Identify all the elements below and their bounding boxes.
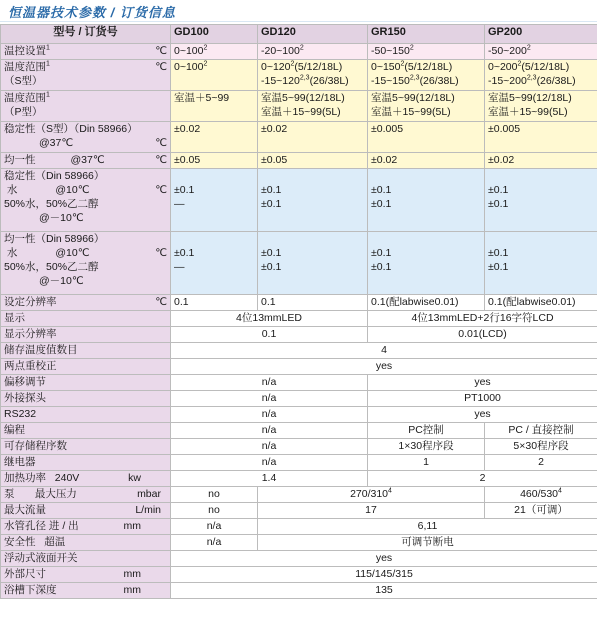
cell: $0\sim 200^2(5/12/18L)$ -15~200$^{2,3}$(26/38L) xyxy=(485,60,597,91)
cell: 0.01(LCD) xyxy=(368,327,597,343)
page-title: 恒温器技术参数 / 订货信息 xyxy=(8,5,176,20)
cell: 1 xyxy=(368,455,485,471)
cell: ±0.005 xyxy=(485,122,597,153)
cell: yes xyxy=(171,551,597,567)
cell: 0.1 xyxy=(171,295,258,311)
cell: n/a xyxy=(171,455,368,471)
cell: 5×30程序段 xyxy=(485,439,597,455)
row-storage xyxy=(1,343,597,359)
row-depth xyxy=(1,583,597,599)
cell: ±0.02 xyxy=(368,153,485,169)
row-label: 温控设置$^1$ ℃ xyxy=(1,44,171,60)
cell: ±0.1 — xyxy=(171,169,258,232)
cell: ±0.05 xyxy=(258,153,368,169)
cell: 可调节断电 xyxy=(258,535,597,551)
cell: $-20\sim 100^2$ xyxy=(258,44,368,60)
row-pump xyxy=(1,487,597,503)
title-divider xyxy=(0,21,597,22)
cell: 6,11 xyxy=(258,519,597,535)
row-label: 两点重校正 xyxy=(1,359,171,375)
row-label: 水管孔径 进 / 出 mm xyxy=(1,519,171,535)
cell: ±0.1 ±0.1 xyxy=(368,169,485,232)
cell: 0.1(配labwise0.01) xyxy=(368,295,485,311)
row-dims xyxy=(1,567,597,583)
cell: 4位13mmLED xyxy=(171,311,368,327)
header-model-gp200: GP200 xyxy=(485,25,597,44)
row-offset xyxy=(1,375,597,391)
row-label: 浮动式液面开关 xyxy=(1,551,171,567)
row-rs232 xyxy=(1,407,597,423)
spec-table xyxy=(0,24,597,599)
cell: 0.1 xyxy=(171,327,368,343)
cell: ±0.1 ±0.1 xyxy=(485,169,597,232)
cell: ±0.1 — xyxy=(171,232,258,295)
cell: n/a xyxy=(171,423,368,439)
row-label: 均一性（Din 58966） 水 @10℃ ℃ 50%水，50%乙二醇 @－10℃ xyxy=(1,232,171,295)
row-range-s xyxy=(1,60,597,91)
cell: $0\sim 150^2(5/12/18L)$ -15~150$^{2,3}$(26/38L) xyxy=(368,60,485,91)
row-label: 继电器 xyxy=(1,455,171,471)
cell: ±0.02 xyxy=(485,153,597,169)
row-set-temp xyxy=(1,44,597,60)
row-label: 外部尺寸 mm xyxy=(1,567,171,583)
row-label: 温度范围$^1$ （P型） xyxy=(1,91,171,122)
row-prog-count xyxy=(1,439,597,455)
cell: no xyxy=(171,487,258,503)
cell: ±0.1 ±0.1 xyxy=(485,232,597,295)
cell: $-50\sim 150^2$ xyxy=(368,44,485,60)
row-range-p xyxy=(1,91,597,122)
cell: $0\sim 120^2(5/12/18L)$ -15~120$^{2,3}$(26/38L) xyxy=(258,60,368,91)
cell: 4 xyxy=(171,343,597,359)
cell: PC控制 xyxy=(368,423,485,439)
header-model-gd100: GD100 xyxy=(171,25,258,44)
cell: $0\sim 100^2$ xyxy=(171,60,258,91)
row-label: 温度范围$^1$ ℃ （S型） xyxy=(1,60,171,91)
cell: $460/530^4$ xyxy=(485,487,597,503)
row-label: 显示 xyxy=(1,311,171,327)
row-flow xyxy=(1,503,597,519)
cell: 室温5~99(12/18L) 室温＋15~99(5L) xyxy=(485,91,597,122)
cell: n/a xyxy=(171,391,368,407)
row-stability-din xyxy=(1,169,597,232)
cell: 1×30程序段 xyxy=(368,439,485,455)
row-label: 最大流量 L/min xyxy=(1,503,171,519)
cell: 0.1 xyxy=(258,295,368,311)
row-heat xyxy=(1,471,597,487)
cell: no xyxy=(171,503,258,519)
row-program xyxy=(1,423,597,439)
cell: 1.4 xyxy=(171,471,368,487)
row-two-point xyxy=(1,359,597,375)
cell: ±0.1 ±0.1 xyxy=(258,169,368,232)
cell: ±0.1 ±0.1 xyxy=(368,232,485,295)
row-label: 稳定性（Din 58966） 水 @10℃ ℃ 50%水，50%乙二醇 @－10℃ xyxy=(1,169,171,232)
row-label: 显示分辨率 xyxy=(1,327,171,343)
row-uniformity xyxy=(1,153,597,169)
cell: n/a xyxy=(171,535,258,551)
cell: 室温5~99(12/18L) 室温＋15~99(5L) xyxy=(258,91,368,122)
row-relay xyxy=(1,455,597,471)
cell: PT1000 xyxy=(368,391,597,407)
row-pipe xyxy=(1,519,597,535)
cell: n/a xyxy=(171,519,258,535)
row-label: 偏移调节 xyxy=(1,375,171,391)
row-uniformity-din xyxy=(1,232,597,295)
row-label: 设定分辨率 ℃ xyxy=(1,295,171,311)
cell: yes xyxy=(368,375,597,391)
row-label: 均一性 @37℃ ℃ xyxy=(1,153,171,169)
cell: 17 xyxy=(258,503,485,519)
row-resolution xyxy=(1,295,597,311)
row-label: 加热功率 240V kw xyxy=(1,471,171,487)
row-label: 外接探头 xyxy=(1,391,171,407)
cell: 2 xyxy=(485,455,597,471)
row-label: 安全性 超温 xyxy=(1,535,171,551)
table-header-row xyxy=(1,25,597,44)
row-display xyxy=(1,311,597,327)
row-label: 可存储程序数 xyxy=(1,439,171,455)
row-ext-probe xyxy=(1,391,597,407)
cell: yes xyxy=(171,359,597,375)
row-label: 浴槽下深度 mm xyxy=(1,583,171,599)
row-display-res xyxy=(1,327,597,343)
cell: n/a xyxy=(171,439,368,455)
cell: yes xyxy=(368,407,597,423)
row-label: 编程 xyxy=(1,423,171,439)
row-float xyxy=(1,551,597,567)
header-model-gd120: GD120 xyxy=(258,25,368,44)
cell: n/a xyxy=(171,375,368,391)
cell: 115/145/315 xyxy=(171,567,597,583)
cell: 21（可调） xyxy=(485,503,597,519)
cell: ±0.1 ±0.1 xyxy=(258,232,368,295)
cell: 室温5~99(12/18L) 室温＋15~99(5L) xyxy=(368,91,485,122)
cell: PC / 直接控制 xyxy=(485,423,597,439)
cell: ±0.05 xyxy=(171,153,258,169)
cell: 135 xyxy=(171,583,597,599)
row-label: 泵 最大压力 mbar xyxy=(1,487,171,503)
row-label: 稳定性（S型）（Din 58966） @37℃ ℃ xyxy=(1,122,171,153)
cell: n/a xyxy=(171,407,368,423)
cell: 4位13mmLED+2行16字符LCD xyxy=(368,311,597,327)
cell: $270/310^4$ xyxy=(258,487,485,503)
cell: 2 xyxy=(368,471,597,487)
cell: $-50\sim 200^2$ xyxy=(485,44,597,60)
cell: ±0.02 xyxy=(171,122,258,153)
cell: 0.1(配labwise0.01) xyxy=(485,295,597,311)
header-label: 型号 / 订货号 xyxy=(1,25,171,44)
cell: ±0.02 xyxy=(258,122,368,153)
row-safety xyxy=(1,535,597,551)
cell: 室温＋5~99 xyxy=(171,91,258,122)
header-model-gr150: GR150 xyxy=(368,25,485,44)
cell: $0\sim 100^2$ xyxy=(171,44,258,60)
cell: ±0.005 xyxy=(368,122,485,153)
row-stability-s xyxy=(1,122,597,153)
row-label: 储存温度值数目 xyxy=(1,343,171,359)
row-label: RS232 xyxy=(1,407,171,423)
